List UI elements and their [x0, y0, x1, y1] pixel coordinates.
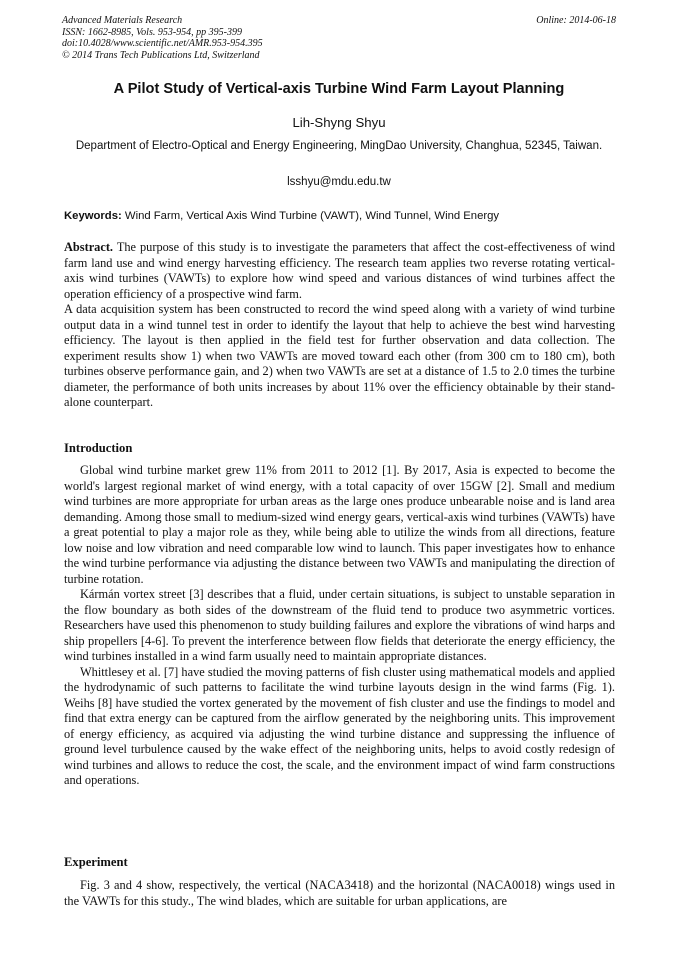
author-affiliation: Department of Electro-Optical and Energy Engineering, MingDao University, Changhua, 52345, Taiwan.: [75, 140, 603, 152]
abstract-paragraph-2: A data acquisition system has been constructed to record the wind speed along with a variety of wind turbine output data in a wind tunnel test in order to identify the layout that help to achieve the best wind harvesting efficiency. The layout is then applied in the field test for further observation and data collection. The experiment results show 1) when two VAWTs are moved toward each other (from 300 cm to 180 cm), both turbines observe performance gain, and 2) when two VAWTs are set at a distance of 1.5 to 2.0 times the turbine diameter, the performance of both units increases by about 11% over the efficiency obtainable by their stand-alone counterpart.: [64, 302, 615, 409]
introduction-paragraph-1: Global wind turbine market grew 11% from 2011 to 2012 [1]. By 2017, Asia is expected to become the world's largest regional market of wind energy, with a total capacity of over 15GW [2]. Small and medium wind turbines are more appropriate for urban areas as the large ones produce unbearable noise and is land area demanding. Among those small to medium-sized wind energy gears, vertical-axis wind turbines (VAWTs) have a great potential to play a major role as they, while being able to utilize the winds from all directions, feature low noise and low vibration and need comparable low wind to launch. This paper investigates how to enhance the wind turbine performance via adjusting the distance between two VAWTs and manipulating the direction of turbine rotation.: [64, 463, 615, 586]
journal-doi: doi:10.4028/www.scientific.net/AMR.953-954.395: [62, 38, 263, 50]
abstract: [64, 240, 615, 411]
journal-issn: ISSN: 1662-8985, Vols. 953-954, pp 395-399: [62, 26, 242, 38]
journal-header: [62, 15, 616, 61]
abstract-label: Abstract.: [64, 240, 114, 254]
author-email: lsshyu@mdu.edu.tw: [287, 176, 391, 188]
keywords-label: Keywords:: [64, 210, 122, 222]
journal-copyright: © 2014 Trans Tech Publications Ltd, Switzerland: [62, 49, 260, 61]
keywords-text: Wind Farm, Vertical Axis Wind Turbine (VAWT), Wind Tunnel, Wind Energy: [124, 210, 500, 222]
introduction-paragraph-3: Whittlesey et al. [7] have studied the moving patterns of fish cluster using mathematical models and applied the hydrodynamic of such patterns to facilitate the wind turbine layouts design in the wind farms (Fig. 1). Weihs [8] have studied the vortex generated by the movement of fish cluster and use the findings to model and find that extra energy can be captured from the airflow generated by the neighboring units. This improvement of energy efficiency, as acquired via adjusting the wind turbine distance and suppressing the influence of ground level turbulence caused by the wake effect of the neighboring units, helps to avoid costly redesign of wind turbines and allows to reduce the cost, the scale, and the environment impact of wind farm constructions and operations.: [64, 664, 615, 787]
introduction-heading: Introduction: [64, 441, 133, 455]
experiment-paragraph-1: Fig. 3 and 4 show, respectively, the vertical (NACA3418) and the horizontal (NACA0018) wings used in the VAWTs for this study., The wind blades, which are suitable for urban applications, are: [64, 878, 615, 908]
abstract-text-1: The purpose of this study is to investigate the parameters that affect the cost-effectiveness of wind farm land use and wind energy harvesting efficiency. The research team applies two reverse rotating vertical-axis wind turbines (VAWTs) to explore how wind speed and various distances of wind turbines affect the operation efficiency of a prospective wind farm.: [64, 240, 615, 301]
keywords: [64, 210, 616, 222]
online-date: Online: 2014-06-18: [536, 15, 616, 26]
experiment-section: [64, 878, 615, 909]
paper-author: Lih-Shyng Shyu: [292, 115, 386, 130]
abstract-paragraph-1: [64, 240, 615, 302]
experiment-heading: Experiment: [64, 855, 128, 869]
introduction-section: [64, 463, 615, 789]
paper-title: A Pilot Study of Vertical-axis Turbine Wind Farm Layout Planning: [113, 81, 565, 97]
journal-info: [62, 15, 616, 61]
journal-name: Advanced Materials Research: [62, 15, 183, 26]
introduction-paragraph-2: Kármán vortex street [3] describes that a fluid, under certain situations, is subject to unstable separation in the flow boundary as both sides of the downstream of the fluid tend to produce two asymmetric vortices. Researchers have used this phenomenon to study building failures and explore the vibrations of wind harps and ship propellers [4-6]. To prevent the interference between flow fields that deteriorate the energy efficiency, the wind turbines installed in a wind farm usually need to maintain appropriate distances.: [64, 587, 615, 663]
